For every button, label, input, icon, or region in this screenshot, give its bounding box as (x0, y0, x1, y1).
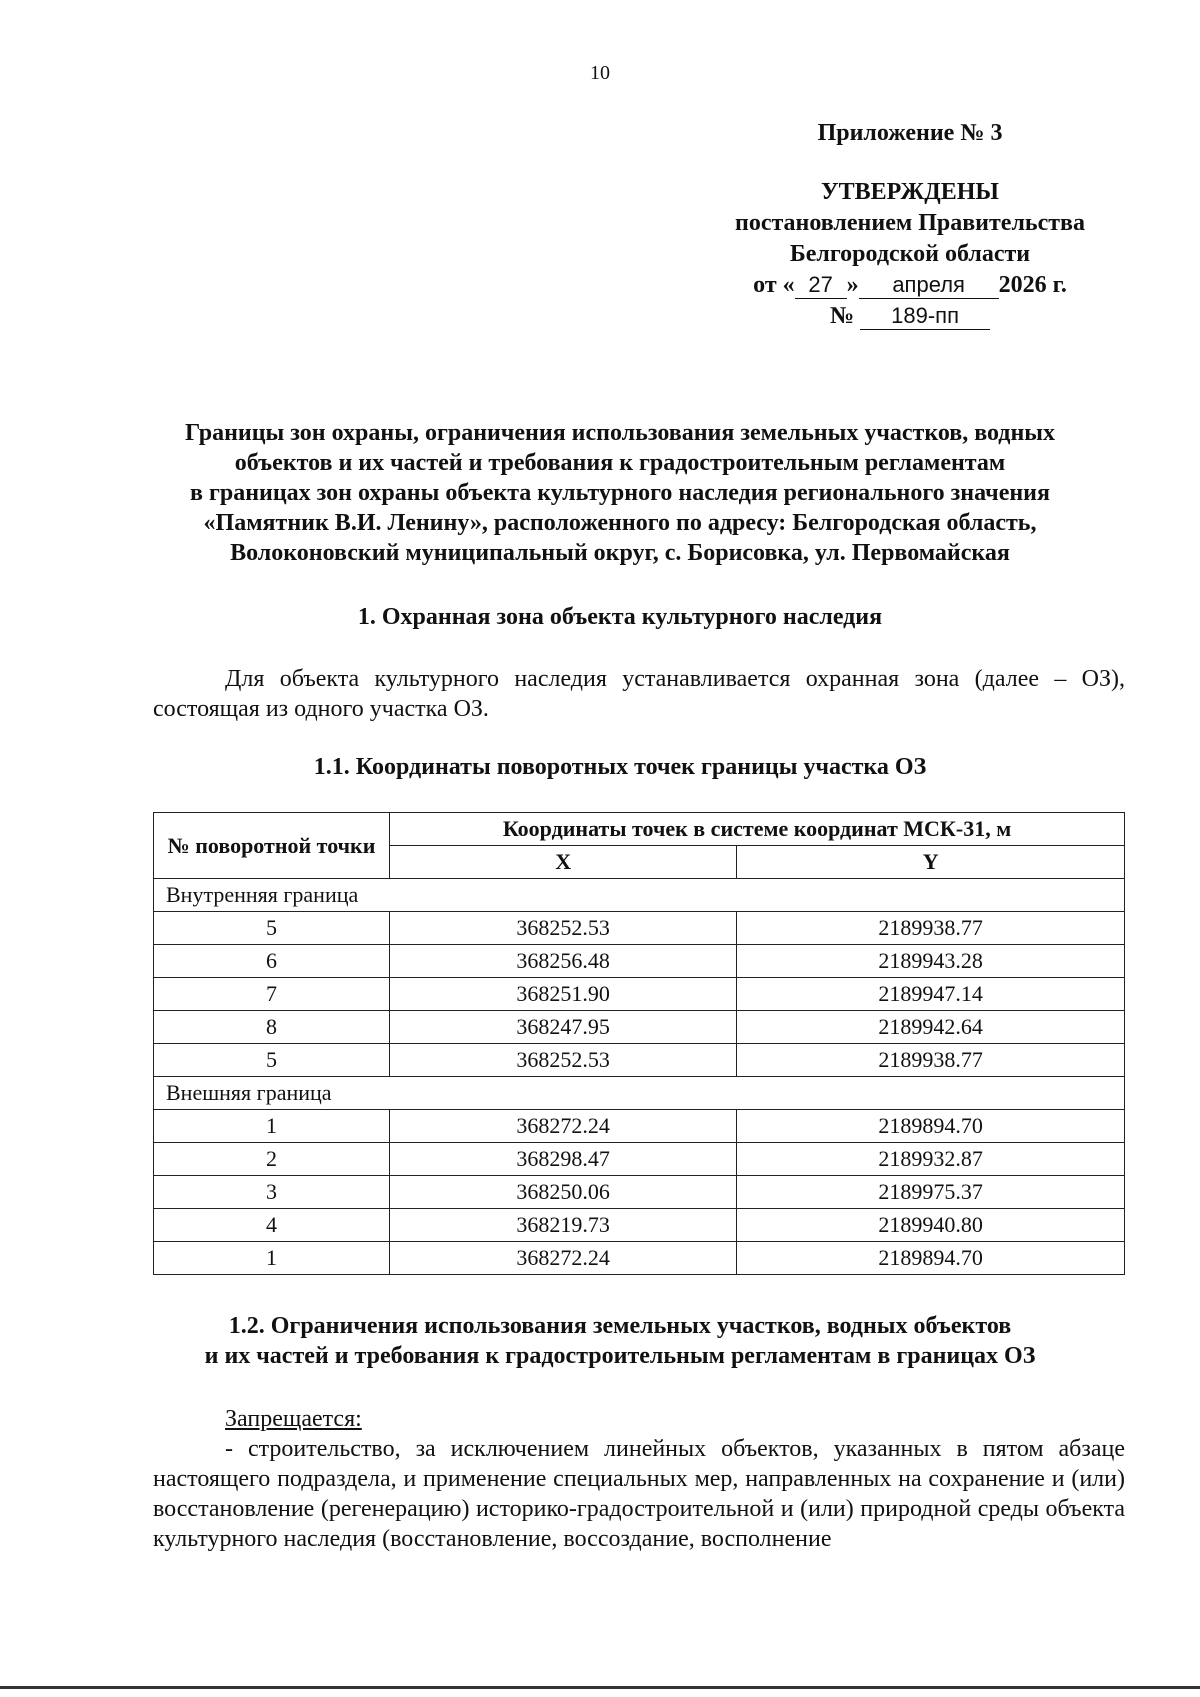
y-cell: 2189938.77 (737, 1044, 1125, 1077)
prohibition-paragraph: - строительство, за исключением линейных объектов, указанных в пятом абзаце настоящего подраздела, и применение специальных мер, направленных на сохранение и (или) восстановление (регенерацию) историко-градостроительной и (или) природной среды объекта культурного наследия (восстановление, воссоздание, восполнение (153, 1436, 1125, 1552)
title-line: Волоконовский муниципальный округ, с. Борисовка, ул. Первомайская (230, 540, 1010, 566)
point-cell: 4 (154, 1209, 390, 1242)
title-line: в границах зон охраны объекта культурного наследия регионального значения (189, 480, 1050, 506)
page-bottom-edge (0, 1686, 1200, 1689)
appendix-label: Приложение № 3 (817, 120, 1003, 146)
point-cell: 5 (154, 912, 390, 945)
x-cell: 368250.06 (390, 1176, 737, 1209)
heading-line: и их частей и требования к градостроительным регламентам в границах ОЗ (204, 1343, 1036, 1369)
y-cell: 2189894.70 (737, 1110, 1125, 1143)
coordinates-table (153, 812, 1125, 1275)
table-row (154, 1242, 1125, 1275)
title-line: «Памятник В.И. Ленину», расположенного по адресу: Белгородская область, (203, 510, 1037, 536)
prohibited-label: Запрещается: (225, 1406, 362, 1432)
approval-block (700, 118, 1120, 332)
point-cell: 7 (154, 978, 390, 1011)
section-1-2-heading (130, 1311, 1110, 1371)
date-year: 2026 г. (998, 272, 1067, 298)
x-cell: 368298.47 (390, 1143, 737, 1176)
x-cell: 368252.53 (390, 912, 737, 945)
y-cell: 2189943.28 (737, 945, 1125, 978)
x-cell: 368272.24 (390, 1110, 737, 1143)
group-row-inner (154, 879, 1125, 912)
table-row (154, 1209, 1125, 1242)
page-number: 10 (590, 62, 610, 84)
x-cell: 368251.90 (390, 978, 737, 1011)
document-title (130, 418, 1110, 568)
header-y: Y (737, 846, 1125, 879)
date-month-handwritten: апреля (859, 272, 999, 299)
number-handwritten: 189-пп (860, 303, 990, 330)
approved-label: УТВЕРЖДЕНЫ (821, 179, 999, 205)
x-cell: 368247.95 (390, 1011, 737, 1044)
date-day-handwritten: 27 (795, 272, 847, 299)
title-line: объектов и их частей и требования к градостроительным регламентам (234, 450, 1006, 476)
table-row (154, 1110, 1125, 1143)
table-row (154, 912, 1125, 945)
approval-date (700, 270, 1120, 301)
approved-by-line: постановлением Правительства (734, 210, 1085, 236)
y-cell: 2189947.14 (737, 978, 1125, 1011)
y-cell: 2189942.64 (737, 1011, 1125, 1044)
y-cell: 2189932.87 (737, 1143, 1125, 1176)
table-row (154, 1143, 1125, 1176)
y-cell: 2189894.70 (737, 1242, 1125, 1275)
point-cell: 2 (154, 1143, 390, 1176)
y-cell: 2189938.77 (737, 912, 1125, 945)
heading-line: 1.2. Ограничения использования земельных участков, водных объектов (228, 1313, 1012, 1339)
table-header-row (154, 813, 1125, 846)
date-prefix: от « (753, 272, 795, 298)
table-row (154, 978, 1125, 1011)
point-cell: 6 (154, 945, 390, 978)
date-mid: » (846, 272, 859, 298)
x-cell: 368272.24 (390, 1242, 737, 1275)
point-cell: 3 (154, 1176, 390, 1209)
table-row (154, 945, 1125, 978)
section-1-heading: 1. Охранная зона объекта культурного наследия (357, 604, 883, 630)
x-cell: 368256.48 (390, 945, 737, 978)
y-cell: 2189975.37 (737, 1176, 1125, 1209)
number-prefix: № (829, 303, 855, 329)
approved-region-line: Белгородской области (789, 241, 1031, 267)
point-cell: 8 (154, 1011, 390, 1044)
point-cell: 5 (154, 1044, 390, 1077)
group-row-outer (154, 1077, 1125, 1110)
header-coordinates: Координаты точек в системе координат МСК-31, м (390, 813, 1125, 846)
header-point-number: № поворотной точки (154, 813, 390, 879)
table-row (154, 1176, 1125, 1209)
table-row (154, 1044, 1125, 1077)
header-x: X (390, 846, 737, 879)
section-1-paragraph: Для объекта культурного наследия устанавливается охранная зона (далее – ОЗ), состоящая из одного участка ОЗ. (153, 666, 1125, 722)
point-cell: 1 (154, 1110, 390, 1143)
group-label: Внешняя граница (154, 1077, 1125, 1110)
title-line: Границы зон охраны, ограничения использования земельных участков, водных (184, 420, 1056, 446)
y-cell: 2189940.80 (737, 1209, 1125, 1242)
group-label: Внутренняя граница (154, 879, 1125, 912)
section-1-1-heading: 1.1. Координаты поворотных точек границы участка ОЗ (313, 754, 927, 780)
table-row (154, 1011, 1125, 1044)
x-cell: 368219.73 (390, 1209, 737, 1242)
approval-number (700, 301, 1120, 332)
x-cell: 368252.53 (390, 1044, 737, 1077)
point-cell: 1 (154, 1242, 390, 1275)
